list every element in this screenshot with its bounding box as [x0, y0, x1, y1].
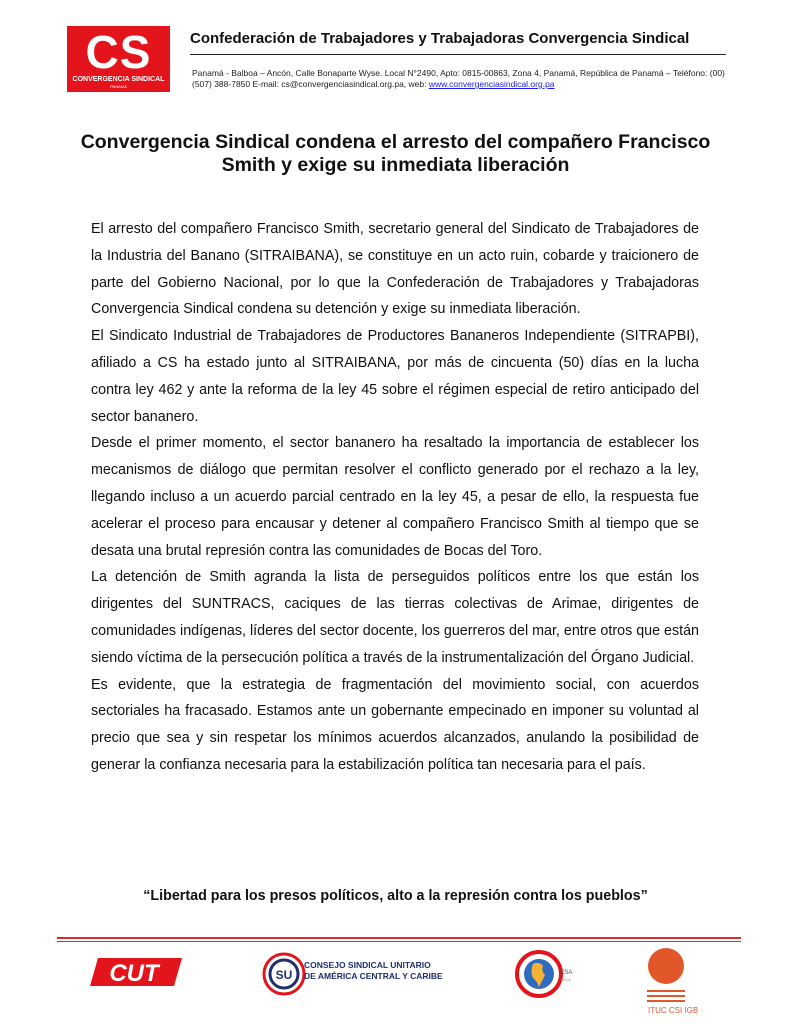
header-divider [190, 54, 726, 55]
document-body [91, 216, 699, 779]
website-link[interactable]: www.convergenciasindical.org.pa [428, 79, 555, 89]
paragraph: El arresto del compañero Francisco Smith, secretario general del Sindicato de Trabajadores de la Industria del Banano (SITRAIBANA), se constituye en un acto ruin, cobarde y traicionero de parte del Gobierno Nacional, por lo que la Confederación de Trabajadores y Trabajadoras Convergencia Sindical condena su detención y exige su inmediata liberación. [91, 221, 699, 318]
footer-divider [57, 937, 741, 939]
csa-label: CSA [560, 970, 573, 976]
csa-globe-logo [515, 948, 563, 1000]
cs-logo-subtitle: CONVERGENCIA SINDICAL [72, 76, 165, 83]
csa-sublabel: TUCA [560, 977, 571, 982]
address-line-1: Panamá - Balboa – Ancón, Calle Bonaparte Wyse. Local N°2490, Apto: 0815-00863, Zona 4, Panamá, República de Panamá – Teléfono: (00) [192, 68, 725, 78]
paragraph: Es evidente, que la estrategia de fragmentación del movimiento social, con acuerdos sectoriales ha fracasado. Estamos ante un gobernante empecinado en imponer su voluntad al precio que sea y sin respetar los mínimos acuerdos alcanzados, anulando la posibilidad de generar la confianza necesaria para la estabilización política tan necesaria para el país. [91, 676, 699, 773]
csu-name-line-2: DE AMÉRICA CENTRAL Y CARIBE [304, 971, 443, 981]
cut-logo [90, 956, 182, 988]
ituc-logo [641, 946, 691, 1006]
footer-divider-thin [57, 941, 741, 942]
document-title: Convergencia Sindical condena el arresto del compañero Francisco Smith y exige su inmediata liberación [80, 131, 711, 176]
csu-name-line-1: CONSEJO SINDICAL UNITARIO [304, 960, 431, 970]
cs-logo-text: CS [85, 26, 152, 78]
address-block [192, 68, 732, 90]
paragraph: El Sindicato Industrial de Trabajadores de Productores Bananeros Independiente (SITRAPBI), afiliado a CS ha estado junto al SITRAIBANA, por más de cincuenta (50) días en la lucha contra ley 462 y ante la reforma de la ley 45 sobre el régimen especial de retiro anticipado del sector bananero. [91, 328, 699, 425]
csu-badge-text: SU [275, 968, 293, 982]
organization-name: Confederación de Trabajadores y Trabajadoras Convergencia Sindical [190, 30, 690, 47]
paragraph: La detención de Smith agranda la lista de perseguidos políticos entre los que están los dirigentes del SUNTRACS, caciques de las tierras colectivas de Arimae, dirigentes de comunidades indígenas, líderes del sector docente, los guerreros del mar, entre otros que están siendo víctima de la persecución política a través de la instrumentalización del Órgano Judicial. [91, 569, 699, 666]
cs-logo-country: PANAMÁ [110, 84, 127, 89]
ituc-label: ITUC CSI IGB [648, 1006, 699, 1015]
cut-logo-text: CUT [109, 960, 159, 987]
paragraph: Desde el primer momento, el sector bananero ha resaltado la importancia de establecer los mecanismos de diálogo que permitan resolver el conflicto generado por el rechazo a la ley, llegando incluso a un acuerdo parcial centrado en la ley 45, a pesar de ello, la respuesta fue acelerar el proceso para encausar y detener al compañero Francisco Smith al tiempo que se desata una brutal represión contra las comunidades de Bocas del Toro. [91, 435, 699, 559]
address-line-2: (507) 388-7850 E-mail: cs@convergenciasindical.org.pa, web: [192, 79, 429, 89]
cs-logo [67, 26, 170, 92]
closing-quote: “Libertad para los presos políticos, alto a la represión contra los pueblos” [143, 888, 648, 904]
